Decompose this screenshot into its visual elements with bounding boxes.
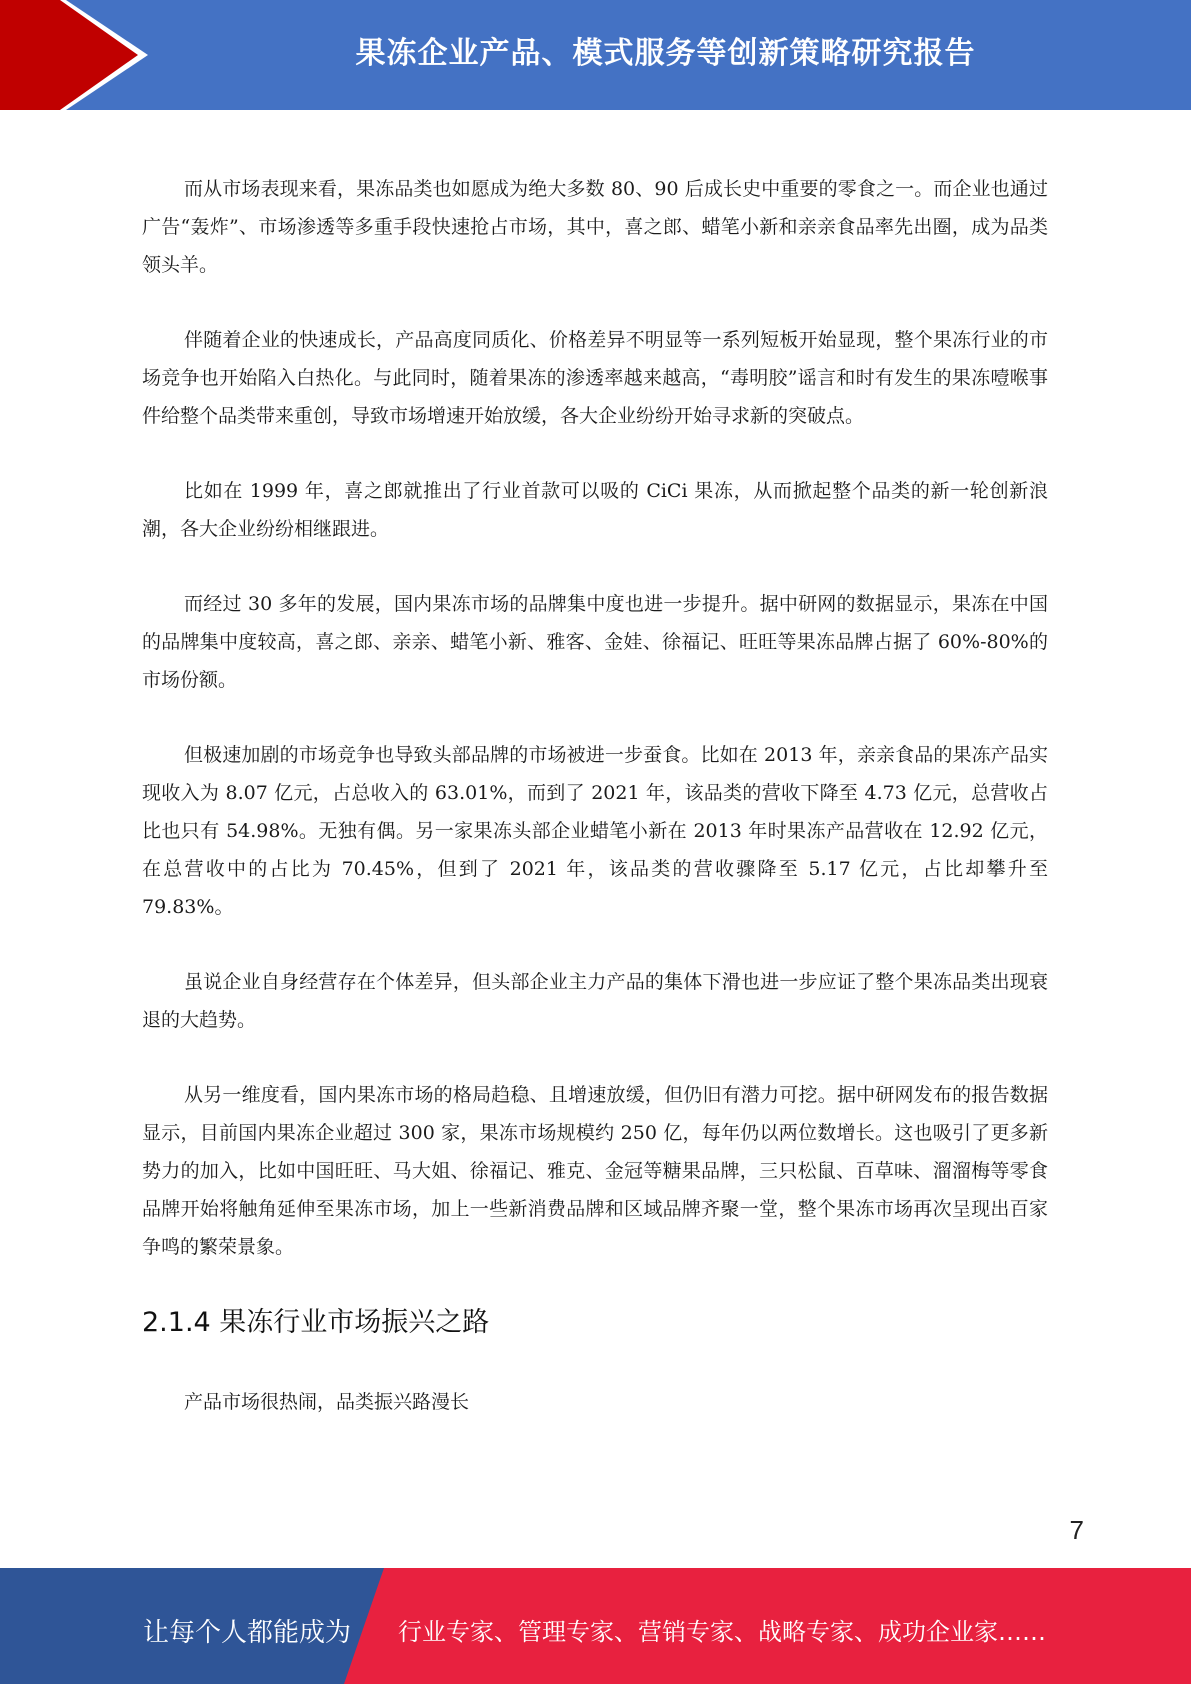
paragraph: 从另一维度看，国内果冻市场的格局趋稳、且增速放缓，但仍旧有潜力可挖。据中研网发布的报告数据显示，目前国内果冻企业超过 300 家，果冻市场规模约 250 亿，每年仍以两位数增长。这也吸引了更多新势力的加入，比如中国旺旺、马大姐、徐福记、雅克、金冠等糖果品牌，三只松鼠、百草味、溜溜梅等零食品牌开始将触角延伸至果冻市场，加上一些新消费品牌和区域品牌齐聚一堂，整个果冻市场再次呈现出百家争鸣的繁荣景象。 — [142, 1084, 1048, 1258]
paragraph: 伴随着企业的快速成长，产品高度同质化、价格差异不明显等一系列短板开始显现，整个果冻行业的市场竞争也开始陷入白热化。与此同时，随着果冻的渗透率越来越高，“毒明胶”谣言和时有发生的果冻噎喉事件给整个品类带来重创，导致市场增速开始放缓，各大企业纷纷开始寻求新的突破点。 — [142, 329, 1048, 427]
page-body — [142, 170, 1048, 1458]
footer-slogan: 让每个人都能成为 — [143, 1618, 352, 1648]
report-title: 果冻企业产品、模式服务等创新策略研究报告 — [355, 36, 976, 71]
closing-paragraph: 产品市场很热闹，品类振兴路漫长 — [184, 1391, 470, 1413]
paragraph: 但极速加剧的市场竞争也导致头部品牌的市场被进一步蚕食。比如在 2013 年，亲亲食品的果冻产品实现收入为 8.07 亿元，占总收入的 63.01%，而到了 2021 年，该品类的营收下降至 4.73 亿元，总营收占比也只有 54.98%。无独有偶。另一家果冻头部企业蜡笔小新在 2013 年时果冻产品营收在 12.92 亿元，在总营收中的占比为 70.45%，但到了 2021 年，该品类的营收骤降至 5.17 亿元，占比却攀升至 79.83%。 — [142, 744, 1048, 918]
page-header — [0, 0, 1191, 110]
paragraph: 比如在 1999 年，喜之郎就推出了行业首款可以吸的 CiCi 果冻，从而掀起整个品类的新一轮创新浪潮，各大企业纷纷相继跟进。 — [142, 480, 1048, 540]
footer-expert-list: 行业专家、管理专家、营销专家、战略专家、成功企业家…… — [398, 1618, 1046, 1646]
page-footer — [0, 1568, 1191, 1684]
paragraph: 虽说企业自身经营存在个体差异，但头部企业主力产品的集体下滑也进一步应证了整个果冻品类出现衰退的大趋势。 — [142, 971, 1048, 1031]
section-heading: 2.1.4 果冻行业市场振兴之路 — [142, 1307, 490, 1338]
page-number: 7 — [1069, 1515, 1084, 1545]
paragraph: 而经过 30 多年的发展，国内果冻市场的品牌集中度也进一步提升。据中研网的数据显示，果冻在中国的品牌集中度较高，喜之郎、亲亲、蜡笔小新、雅客、金娃、徐福记、旺旺等果冻品牌占据了 60%-80%的市场份额。 — [142, 593, 1048, 691]
paragraph: 而从市场表现来看，果冻品类也如愿成为绝大多数 80、90 后成长史中重要的零食之一。而企业也通过广告“轰炸”、市场渗透等多重手段快速抢占市场，其中，喜之郎、蜡笔小新和亲亲食品率先出圈，成为品类领头羊。 — [142, 178, 1048, 276]
